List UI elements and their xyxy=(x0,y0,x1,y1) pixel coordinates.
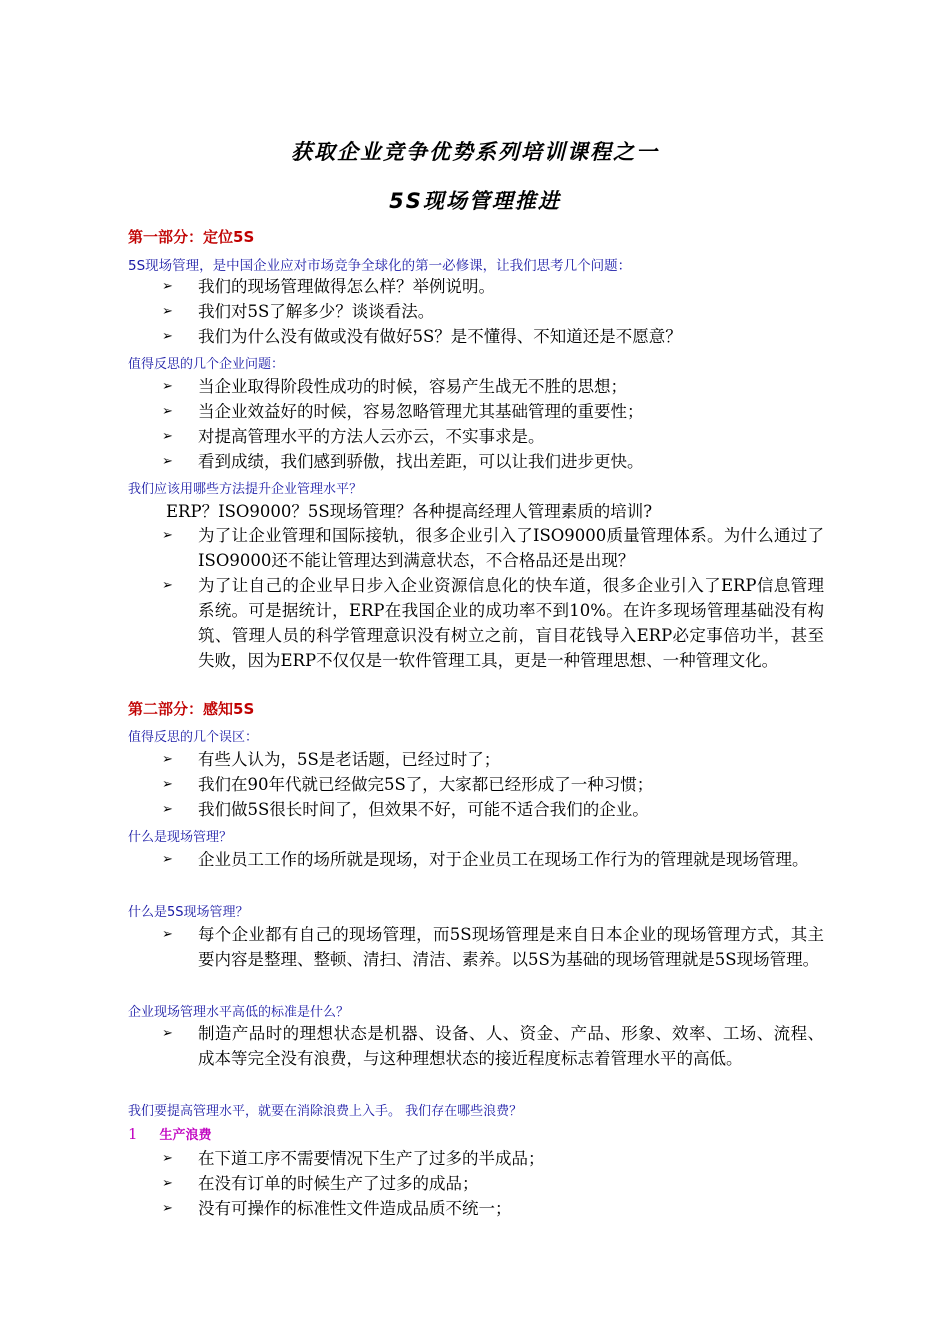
bullet-item: ➢ 我们的现场管理做得怎么样？举例说明。 xyxy=(162,274,824,299)
part2-question-5: 我们要提高管理水平，就要在消除浪费上入手。 我们存在哪些浪费？ xyxy=(128,1104,523,1119)
bullet-item: ➢ 我们做5S很长时间了，但效果不好，可能不适合我们的企业。 xyxy=(162,797,824,822)
bullet-item: ➢ 企业员工工作的场所就是现场，对于企业员工在现场工作行为的管理就是现场管理。 xyxy=(162,847,824,872)
arrowhead-icon: ➢ xyxy=(162,304,173,319)
numbered-heading-label: 生产浪费 xyxy=(159,1128,212,1143)
bullet-item: ➢ 看到成绩，我们感到骄傲，找出差距，可以让我们进步更快。 xyxy=(162,449,824,474)
bullet-item: ➢ 我们在90年代就已经做完5S了，大家都已经形成了一种习惯； xyxy=(162,772,824,797)
part1-question-2: 值得反思的几个企业问题： xyxy=(128,357,285,372)
bullet-item: ➢ 我们对5S了解多少？谈谈看法。 xyxy=(162,299,824,324)
arrowhead-icon: ➢ xyxy=(162,852,173,867)
arrowhead-icon: ➢ xyxy=(162,1176,173,1191)
arrowhead-icon: ➢ xyxy=(162,528,173,543)
bullet-item: ➢ 没有可操作的标准性文件造成品质不统一； xyxy=(162,1196,824,1221)
part1-lead-line: ERP？ISO9000？5S现场管理？各种提高经理人管理素质的培训? xyxy=(166,502,653,521)
bullet-item: ➢ 当企业取得阶段性成功的时候，容易产生战无不胜的思想； xyxy=(162,374,824,399)
document-title: 获取企业竞争优势系列培训课程之一 xyxy=(291,140,659,164)
bullet-item: ➢ 每个企业都有自己的现场管理，而5S现场管理是来自日本企业的现场管理方式，其主要内容是整理、整顿、清扫、清洁、素养。以5S为基础的现场管理就是5S现场管理。 xyxy=(162,922,824,972)
bullet-item: ➢ 为了让企业管理和国际接轨，很多企业引入了ISO9000质量管理体系。为什么通过了ISO9000还不能让管理达到满意状态，不合格品还是出现？ xyxy=(162,523,824,573)
arrowhead-icon: ➢ xyxy=(162,404,173,419)
arrowhead-icon: ➢ xyxy=(162,1201,173,1216)
arrowhead-icon: ➢ xyxy=(162,329,173,344)
arrowhead-icon: ➢ xyxy=(162,578,173,593)
arrowhead-icon: ➢ xyxy=(162,1026,173,1041)
bullet-item: ➢ 在没有订单的时候生产了过多的成品； xyxy=(162,1171,824,1196)
part2-question-4: 企业现场管理水平高低的标准是什么？ xyxy=(128,1005,350,1020)
part1-question-1: 5S现场管理，是中国企业应对市场竞争全球化的第一必修课，让我们思考几个问题： xyxy=(128,258,632,274)
part2-question-3: 什么是5S现场管理？ xyxy=(128,905,249,920)
part1-heading: 第一部分：定位5S xyxy=(128,228,255,246)
bullet-item: ➢ 在下道工序不需要情况下生产了过多的半成品； xyxy=(162,1146,824,1171)
part2-heading: 第二部分：感知5S xyxy=(128,700,255,718)
part1-question-3: 我们应该用哪些方法提升企业管理水平？ xyxy=(128,482,363,497)
bullet-item: ➢ 当企业效益好的时候，容易忽略管理尤其基础管理的重要性； xyxy=(162,399,824,424)
numbered-heading-number: 1 xyxy=(128,1125,138,1143)
arrowhead-icon: ➢ xyxy=(162,1151,173,1166)
bullet-item: ➢ 制造产品时的理想状态是机器、设备、人、资金、产品、形象、效率、工场、流程、成本等完全没有浪费，与这种理想状态的接近程度标志着管理水平的高低。 xyxy=(162,1021,824,1071)
bullet-item: ➢ 我们为什么没有做或没有做好5S？是不懂得、不知道还是不愿意？ xyxy=(162,324,824,349)
bullet-item: ➢ 对提高管理水平的方法人云亦云，不实事求是。 xyxy=(162,424,824,449)
bullet-item: ➢ 为了让自己的企业早日步入企业资源信息化的快车道，很多企业引入了ERP信息管理系统。可是据统计，ERP在我国企业的成功率不到10%。在许多现场管理基础没有构筑、管理人员的科学管理意识没有树立之前，盲目花钱导入ERP必定事倍功半，甚至失败，因为ERP不仅仅是一软件管理工具，更是一种管理思想、一种管理文化。 xyxy=(162,573,824,673)
arrowhead-icon: ➢ xyxy=(162,752,173,767)
part2-question-1: 值得反思的几个误区： xyxy=(128,730,259,745)
arrowhead-icon: ➢ xyxy=(162,927,173,942)
arrowhead-icon: ➢ xyxy=(162,802,173,817)
numbered-heading xyxy=(128,1124,212,1143)
bullet-item: ➢ 有些人认为，5S是老话题，已经过时了； xyxy=(162,747,824,772)
document-subtitle: 5S现场管理推进 xyxy=(389,189,561,213)
arrowhead-icon: ➢ xyxy=(162,454,173,469)
arrowhead-icon: ➢ xyxy=(162,379,173,394)
arrowhead-icon: ➢ xyxy=(162,777,173,792)
part2-question-2: 什么是现场管理？ xyxy=(128,830,233,845)
arrowhead-icon: ➢ xyxy=(162,429,173,444)
arrowhead-icon: ➢ xyxy=(162,279,173,294)
